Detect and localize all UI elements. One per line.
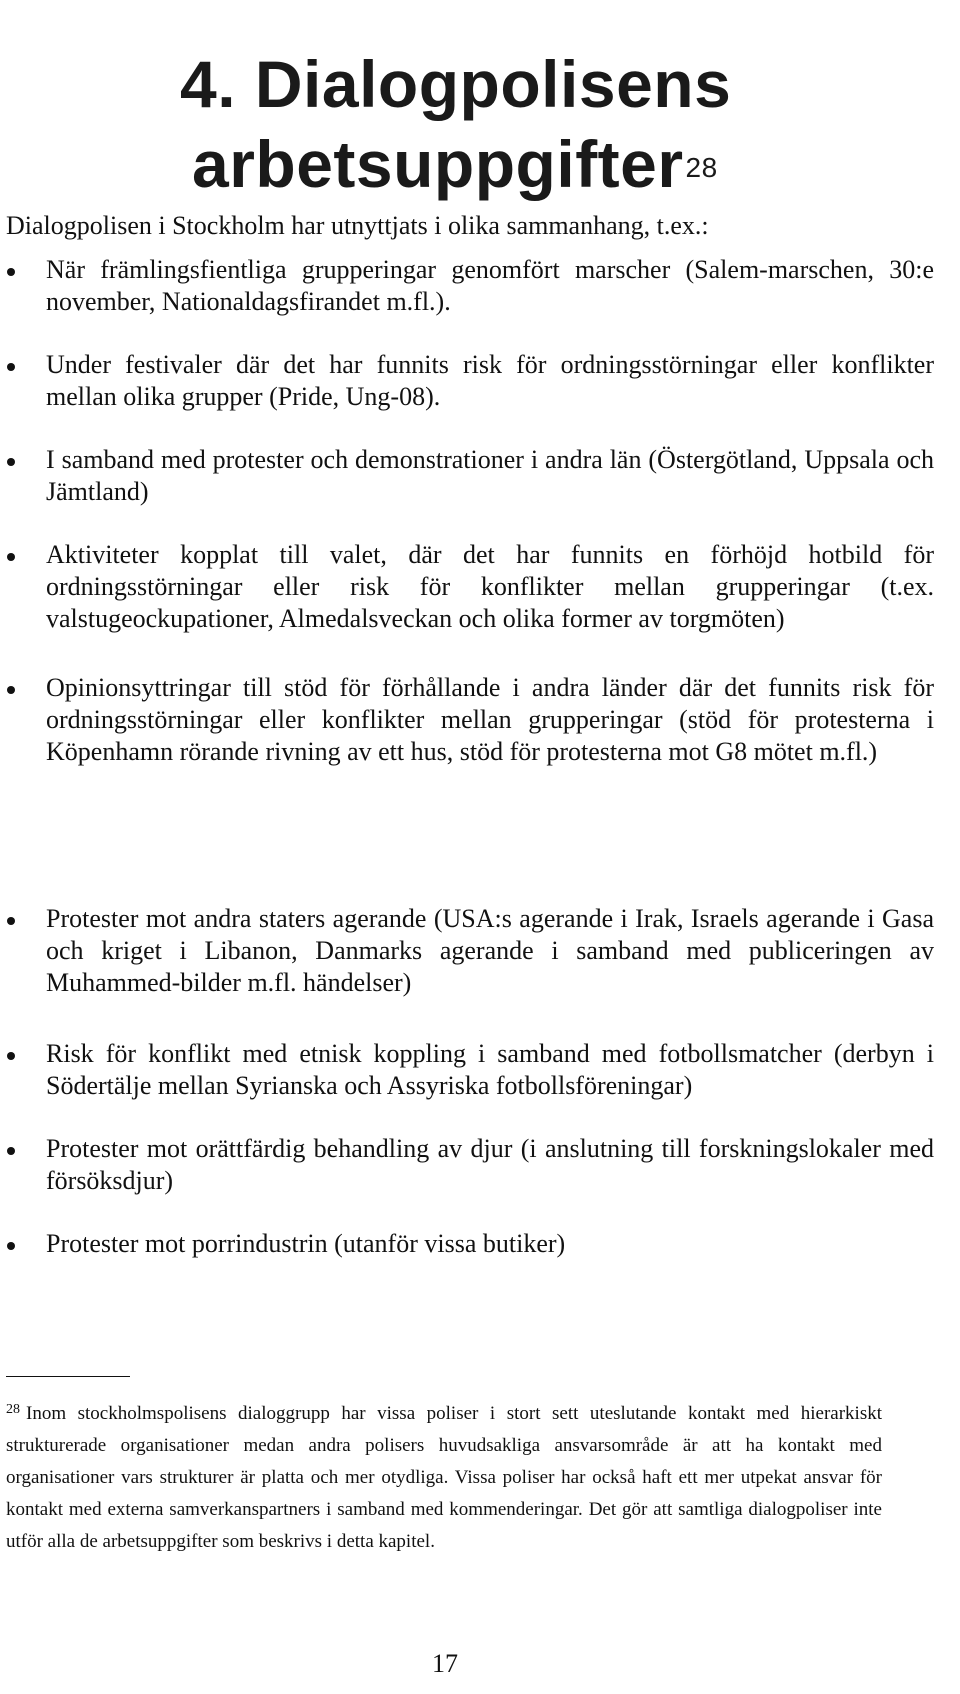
chapter-heading-line2 <box>192 124 940 204</box>
list-item-text: Aktiviteter kopplat till valet, där det har funnits en förhöjd hotbild för ordningsstörningar eller risk för konflikter mellan grupperingar (t.ex. valstugeockupationer, Almedalsveckan och olika former av torgmöten) <box>46 540 934 633</box>
page-number: 17 <box>432 1649 458 1678</box>
bullet-icon <box>7 363 15 371</box>
footnote-number: 28 <box>6 1402 20 1417</box>
bullet-icon <box>7 553 15 561</box>
bullet-icon <box>7 1147 15 1155</box>
footnote <box>6 1398 882 1558</box>
footnote-text: Inom stockholmspolisens dialoggrupp har vissa poliser i stort sett uteslutande kontakt med hierarkiskt strukturerade organisationer medan andra polisers huvudsakliga ansvarsområde är att ha kontakt med organisationer vars strukturer är platta och mer otydliga. Vissa poliser har också haft ett mer utpekat ansvar för kontakt med externa samverkanspartners i samband med kommenderingar. Det gör att samtliga dialogpoliser inte utför alla de arbetsuppgifter som beskrivs i detta kapitel. <box>6 1403 882 1552</box>
footnote-separator <box>6 1376 130 1377</box>
list-item-text: Protester mot orättfärdig behandling av djur (i anslutning till forskningslokaler med försöksdjur) <box>46 1134 934 1195</box>
intro-paragraph: Dialogpolisen i Stockholm har utnyttjats i olika sammanhang, t.ex.: <box>6 211 709 240</box>
bullet-icon <box>7 458 15 466</box>
list-item-text: Protester mot porrindustrin (utanför vissa butiker) <box>46 1229 566 1258</box>
heading-footnote-ref[interactable]: 28 <box>685 152 718 184</box>
list-item-text: Opinionsyttringar till stöd för förhållande i andra länder där det funnits risk för ordningsstörningar eller konflikter mellan grupperingar (stöd för protesterna i Köpenhamn rörande rivning av ett hus, stöd för protesterna mot G8 mötet m.fl.) <box>46 673 934 766</box>
bullet-icon <box>7 1242 15 1250</box>
list-item-text: Risk för konflikt med etnisk koppling i samband med fotbollsmatcher (derbyn i Södertälje mellan Syrianska och Assyriska fotbollsföreningar) <box>46 1039 934 1100</box>
chapter-heading <box>180 44 940 204</box>
list-item-text: När främlingsfientliga grupperingar genomfört marscher (Salem-marschen, 30:e november, Nationaldagsfirandet m.fl.). <box>46 255 934 316</box>
list-item-text: I samband med protester och demonstrationer i andra län (Östergötland, Uppsala och Jämtland) <box>46 445 934 506</box>
list-item-text: Under festivaler där det har funnits risk för ordningsstörningar eller konflikter mellan olika grupper (Pride, Ung-08). <box>46 350 934 411</box>
bullet-icon <box>7 268 15 276</box>
bullet-icon <box>7 686 15 694</box>
list-item-text: Protester mot andra staters agerande (USA:s agerande i Irak, Israels agerande i Gasa och kriget i Libanon, Danmarks agerande i samband med publiceringen av Muhammed-bilder m.fl. händelser) <box>46 904 934 997</box>
bullet-icon <box>7 917 15 925</box>
chapter-heading-line1: 4. Dialogpolisens <box>180 47 732 122</box>
bullet-icon <box>7 1052 15 1060</box>
chapter-heading-line2-text: arbetsuppgifter <box>192 127 684 202</box>
